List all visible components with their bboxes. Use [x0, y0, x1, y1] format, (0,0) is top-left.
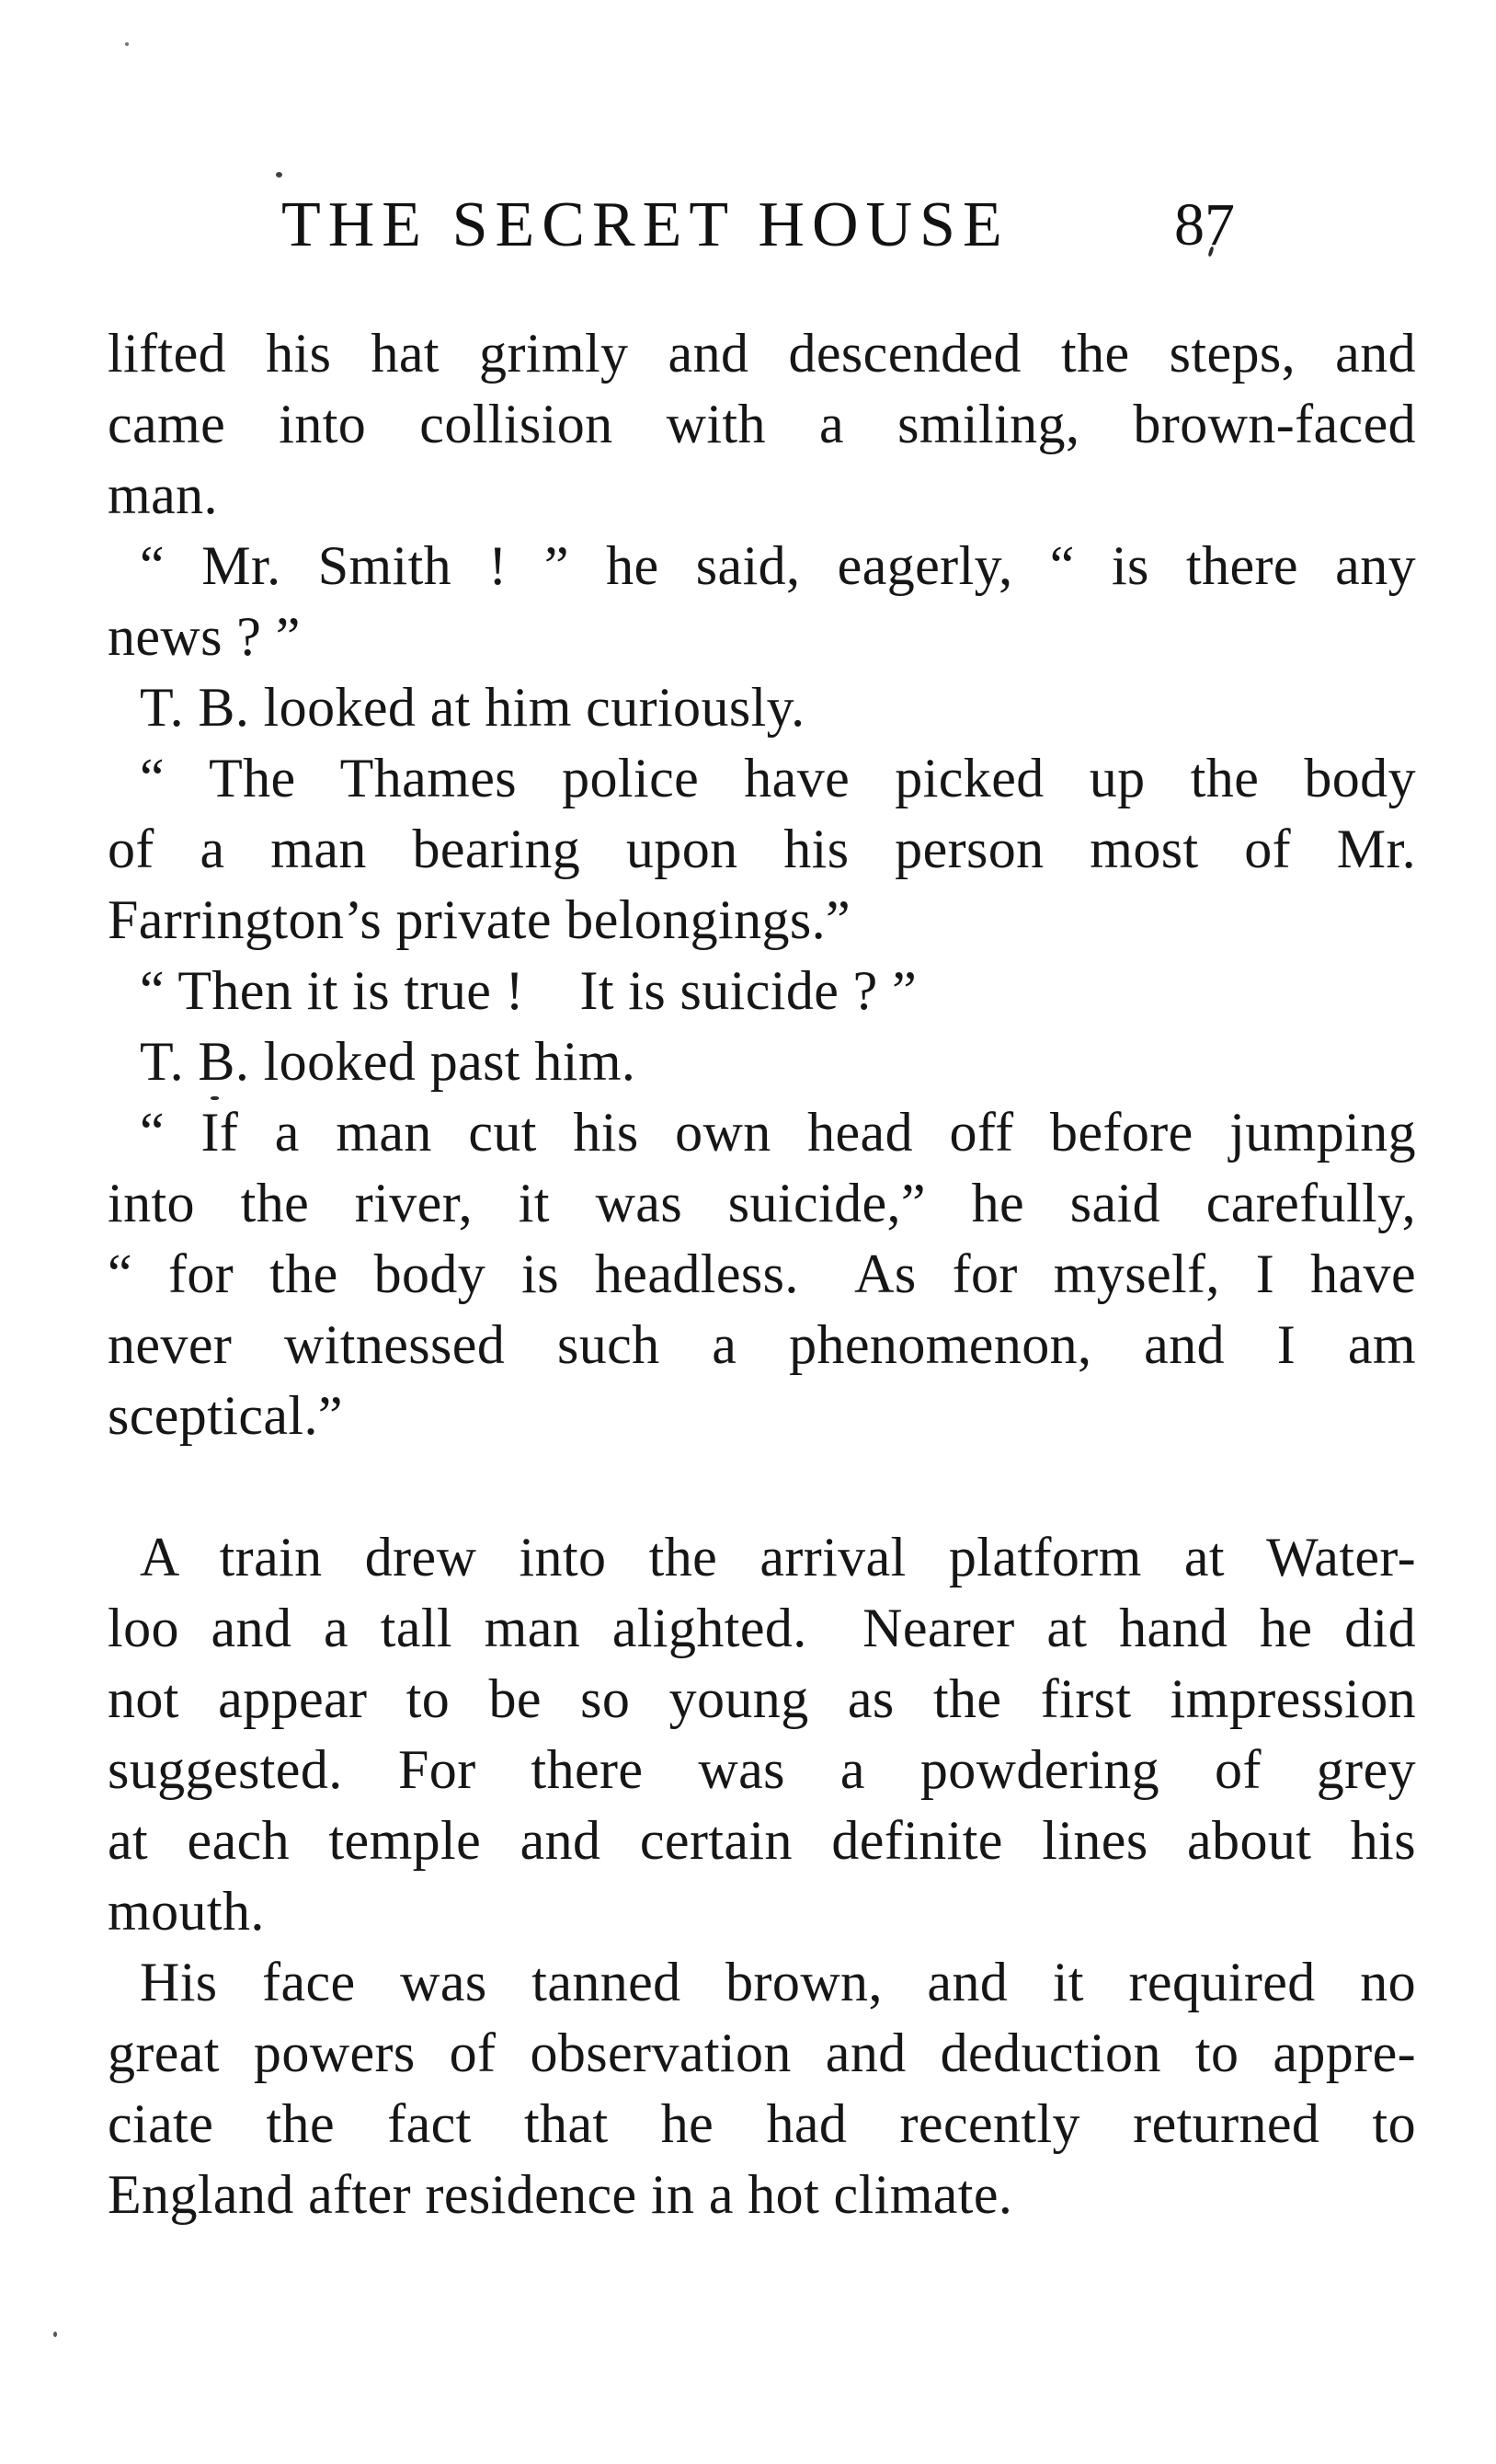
text-line: “ for the body is headless. As for myself, I have: [108, 1243, 1416, 1304]
text-line: “ Mr. Smith ! ” he said, eagerly, “ is there any: [140, 535, 1416, 596]
paragraph: [108, 743, 1416, 956]
text-line: of a man bearing upon his person most of Mr.: [108, 819, 1416, 879]
paragraph: [108, 318, 1416, 531]
text-line: T. B. looked at him curiously.: [140, 677, 805, 738]
page-number: 87: [1174, 191, 1235, 258]
text-line: into the river, it was suicide,” he said carefully,: [108, 1173, 1416, 1233]
text-line: “ The Thames police have picked up the body: [140, 748, 1416, 808]
text-line: A train drew into the arrival platform at Water-: [140, 1527, 1416, 1587]
text-line: T. B. looked past him.: [140, 1031, 636, 1092]
text-line: suggested. For there was a powdering of grey: [108, 1739, 1416, 1800]
text-line: news ? ”: [108, 606, 301, 667]
paragraph: [108, 672, 1416, 743]
text-line: Farrington’s private belongings.”: [108, 889, 851, 950]
text-line: mouth.: [108, 1881, 265, 1942]
text-line: ciate the fact that he had recently returned to: [108, 2093, 1416, 2154]
text-line: sceptical.”: [108, 1385, 343, 1446]
paragraph: [108, 1522, 1416, 1947]
scan-speck: [125, 42, 129, 46]
text-line: not appear to be so young as the first impression: [108, 1668, 1416, 1729]
paragraph: [108, 531, 1416, 672]
text-line: man.: [108, 464, 218, 525]
text-line: at each temple and certain definite lines about his: [108, 1810, 1416, 1871]
paragraph: [108, 1097, 1416, 1451]
paragraph: [108, 956, 1416, 1026]
page-text: [108, 318, 1416, 2230]
section-break: [108, 1451, 1416, 1522]
text-line: “ Then it is true ! It is suicide ? ”: [140, 960, 918, 1021]
paragraph: [108, 1026, 1416, 1097]
text-line: came into collision with a smiling, brown-faced: [108, 394, 1416, 454]
paragraph: [108, 1947, 1416, 2230]
text-line: never witnessed such a phenomenon, and I am: [108, 1314, 1416, 1375]
running-head-title: THE SECRET HOUSE: [281, 189, 1010, 260]
text-line: great powers of observation and deduction to appre-: [108, 2023, 1416, 2083]
text-line: “ If a man cut his own head off before jumping: [140, 1102, 1416, 1163]
text-line: England after residence in a hot climate.: [108, 2164, 1013, 2225]
scan-speck: [53, 2332, 57, 2337]
text-line: loo and a tall man alighted. Nearer at hand he did: [108, 1598, 1416, 1658]
text-line: His face was tanned brown, and it required no: [140, 1952, 1416, 2012]
text-line: lifted his hat grimly and descended the steps, and: [108, 323, 1416, 384]
scan-speck: [276, 172, 282, 178]
